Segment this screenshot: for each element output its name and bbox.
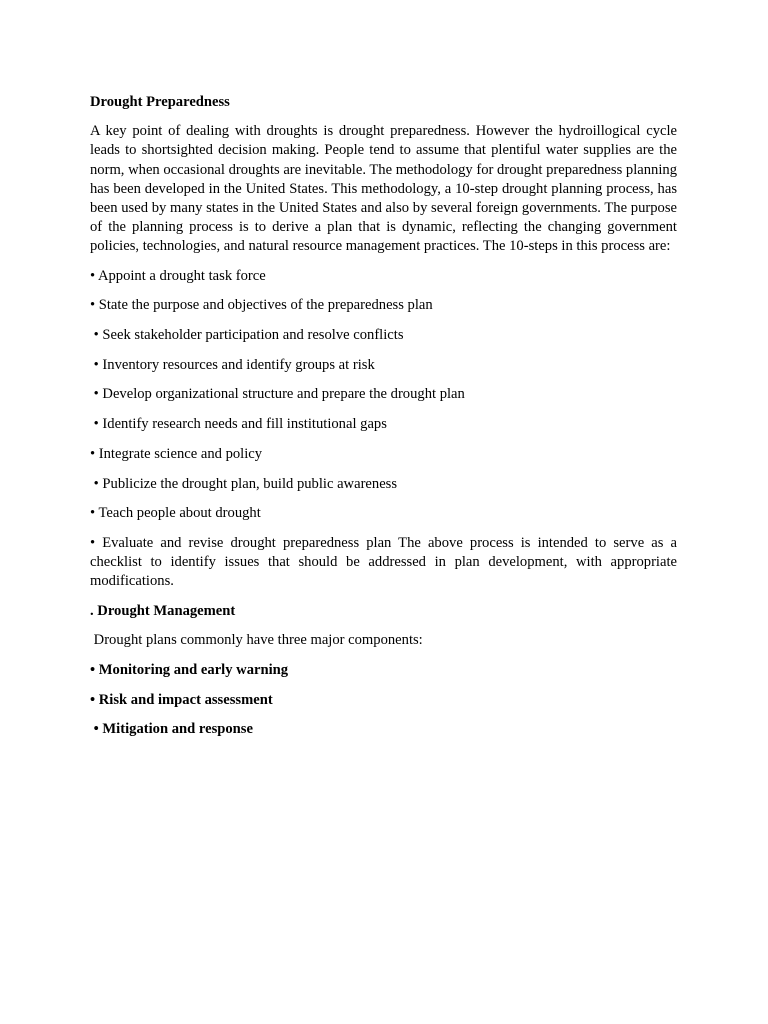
list-item: • Evaluate and revise drought preparedness plan The above process is intended to serve as a checklist to identify issues that should be addressed in plan development, with appropriate modifications.	[90, 534, 677, 590]
document-page	[90, 93, 677, 750]
steps-list	[90, 267, 677, 592]
list-item: • Integrate science and policy	[90, 445, 263, 462]
intro-paragraph: A key point of dealing with droughts is drought preparedness. However the hydroillogical cycle leads to shortsighted decision making. People tend to assume that plentiful water supplies are the norm, when occasional droughts are inevitable. The methodology for drought preparedness planning has been developed in the United States. This methodology, a 10-step drought planning process, has been used by many states in the United States and also by several foreign governments. The purpose of the planning process is to derive a plan that is dynamic, reflecting the changing government policies, technologies, and natural resource management practices. The 10-steps in this process are:	[90, 123, 677, 255]
list-item: • Monitoring and early warning	[90, 661, 289, 678]
list-item: • Publicize the drought plan, build public awareness	[90, 475, 398, 492]
list-item: • Develop organizational structure and prepare the drought plan	[90, 386, 465, 403]
list-item: • Seek stakeholder participation and resolve conflicts	[90, 327, 404, 344]
list-item: • Inventory resources and identify groups at risk	[90, 356, 375, 373]
section-heading-drought-management: . Drought Management	[90, 603, 236, 620]
list-item: • Appoint a drought task force	[90, 267, 266, 284]
list-item: • Mitigation and response	[90, 721, 253, 738]
list-item: • State the purpose and objectives of the preparedness plan	[90, 297, 433, 314]
components-list	[90, 661, 677, 740]
list-item: • Risk and impact assessment	[90, 691, 273, 708]
list-item: • Identify research needs and fill institutional gaps	[90, 416, 387, 433]
list-item: • Teach people about drought	[90, 505, 261, 522]
section-heading-drought-preparedness: Drought Preparedness	[90, 94, 230, 110]
components-intro: Drought plans commonly have three major components:	[90, 632, 423, 649]
